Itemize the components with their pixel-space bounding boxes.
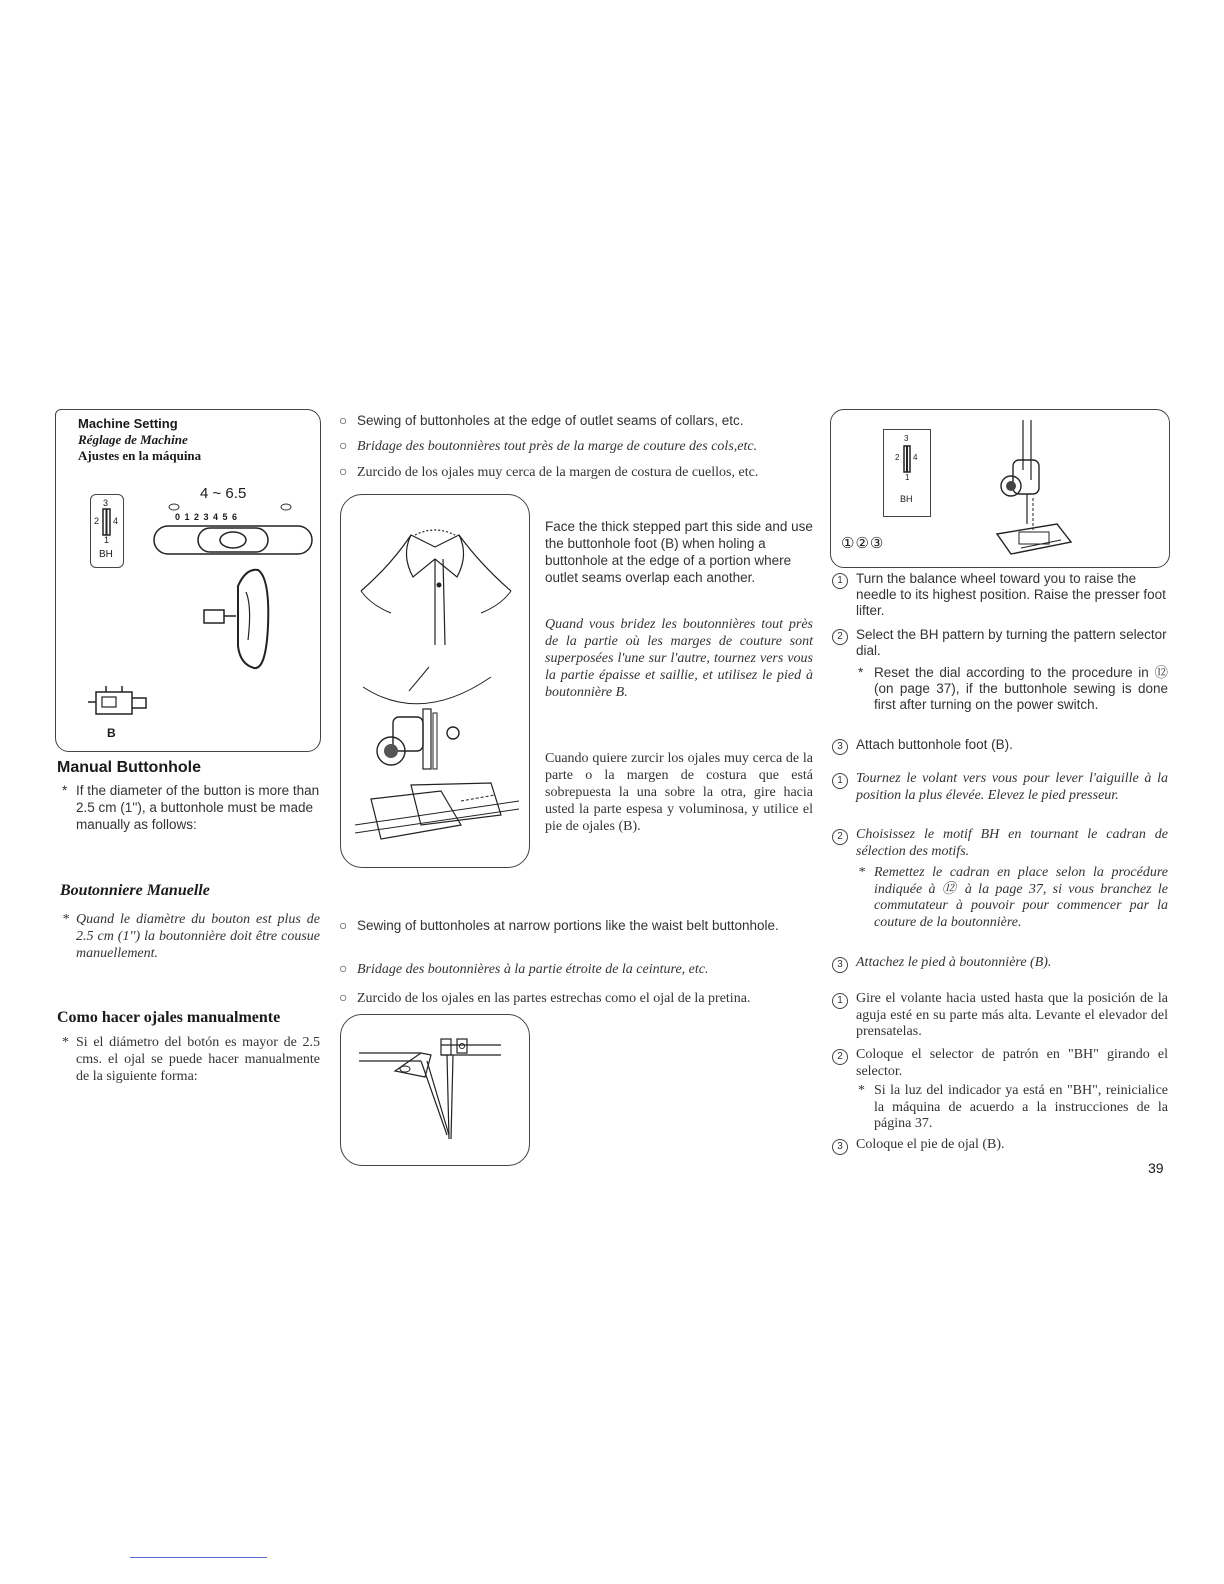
waistbelt-sewing-illustration (341, 1015, 529, 1165)
setting-title-fr: Réglage de Machine (78, 432, 188, 447)
bullet1-es: ○ Zurcido de los ojales muy cerca de la margen de costura de cuellos, etc. (339, 465, 759, 480)
figure-step-numbers: ①②③ (841, 535, 885, 552)
right-dial-4: 4 (913, 453, 918, 462)
step-en-1: 1 Turn the balance wheel toward you to raise the needle to its highest position. Raise the presser foot lifter. (832, 571, 1168, 619)
stitch-scale: 0 1 2 3 4 5 6 (175, 512, 239, 522)
text-fr: * Quand le diamètre du bouton est plus de 2.5 cm (1'') la boutonnière doit être cousue manuellement. (62, 912, 320, 961)
right-dial-2: 2 (895, 453, 900, 462)
heading-fr: Boutonniere Manuelle (60, 882, 210, 899)
step-es-note: * Si la luz del indicador ya está en "BH", reinicialice la máquina de acuerdo a la instrucciones de la página 37. (858, 1083, 1168, 1131)
right-dial-1: 1 (905, 473, 910, 482)
stitch-length: 4 ~ 6.5 (200, 485, 247, 502)
step-en-2: 2 Select the BH pattern by turning the pattern selector dial. (832, 627, 1168, 659)
text-en: * If the diameter of the button is more than 2.5 cm (1''), a buttonhole must be made manually as follows: (62, 783, 320, 832)
dial-bh: BH (99, 549, 113, 560)
text-fr-body: Quand le diamètre du bouton est plus de 2.5 cm (1'') la boutonnière doit être cousue manuellement. (76, 912, 320, 961)
step-es-1: 1 Gire el volante hacia usted hasta que la posición de la aguja esté en su parte más alta. Levante el elevador del prensatelas. (832, 991, 1168, 1041)
step-es-2: 2 Coloque el selector de patrón en "BH" girando el selector. (832, 1047, 1168, 1080)
right-pattern-dial (883, 429, 931, 517)
bullet1-fr-text: Bridage des boutonnières tout près de la marge de couture des cols,etc. (357, 439, 758, 454)
right-dial-bh: BH (900, 494, 913, 504)
machine-setting-box (55, 409, 321, 752)
bullet2-en: ○ Sewing of buttonholes at narrow portions like the waist belt buttonhole. (339, 918, 779, 933)
footer-rule (130, 1557, 267, 1558)
step-fr-1: 1 Tournez le volant vers vous pour lever l'aiguille à la position la plus élevée. Elevez le pied presseur. (832, 771, 1168, 804)
presser-foot-illustration (971, 420, 1091, 560)
bullet2-fr: ○ Bridage des boutonnières à la partie étroite de la ceinture, etc. (339, 962, 709, 977)
dial-num-4: 4 (113, 516, 119, 526)
dial-num-3: 3 (103, 498, 109, 508)
pattern-dial (90, 494, 124, 568)
text-es: * Si el diámetro del botón es mayor de 2.5 cms. el ojal se puede hacer manualmente de la siguiente forma: (62, 1035, 320, 1084)
foot-label: B (107, 726, 116, 740)
right-figure-box (830, 409, 1170, 568)
heading-es: Como hacer ojales manualmente (57, 1009, 281, 1026)
page-number: 39 (1148, 1160, 1164, 1176)
bullet1-fr: ○ Bridage des boutonnières tout près de la marge de couture des cols,etc. (339, 439, 758, 454)
text-en-body: If the diameter of the button is more than 2.5 cm (1''), a buttonhole must be made manually as follows: (76, 783, 320, 832)
bullet2-fr-text: Bridage des boutonnières à la partie étroite de la ceinture, etc. (357, 962, 709, 977)
buttonhole-foot-b-icon (86, 686, 156, 722)
bullet1-en: ○ Sewing of buttonholes at the edge of outlet seams of collars, etc. (339, 413, 744, 428)
heading-en: Manual Buttonhole (57, 759, 201, 776)
step-fr-3: 3 Attachez le pied à boutonnière (B). (832, 955, 1168, 972)
para-fr: Quand vous bridez les boutonnières tout près de la partie où les marges de couture sont superposées l'une sur l'autre, tournez vers vous la partie épaisse et saillie, et utilisez le pied à boutonnière B. (545, 617, 813, 700)
step-es-3: 3 Coloque el pie de ojal (B). (832, 1137, 1168, 1154)
step-en-note: * Reset the dial according to the procedure in ⑫ (on page 37), if the buttonhole sewing is done first after turning on the power switch. (858, 665, 1168, 712)
collar-sewing-illustration (341, 495, 529, 867)
setting-title-en: Machine Setting (78, 416, 178, 431)
bullet1-en-text: Sewing of buttonholes at the edge of outlet seams of collars, etc. (357, 413, 744, 428)
step-en-3: 3 Attach buttonhole foot (B). (832, 737, 1168, 753)
right-dial-3: 3 (904, 434, 909, 443)
dial-num-1: 1 (104, 535, 110, 545)
side-knob-icon (196, 566, 286, 676)
step-fr-note: * Remettez le cadran en place selon la procédure indiquée à ⑫ à la page 37, si vous branchez le commutateur à pouvoir pour commencer par la couture de la boutonnière. (858, 865, 1168, 930)
step-fr-2: 2 Choisissez le motif BH en tournant le cadran de sélection des motifs. (832, 827, 1168, 860)
bullet2-es-text: Zurcido de los ojales en las partes estrechas como el ojal de la pretina. (357, 991, 751, 1006)
bullet2-es: ○ Zurcido de los ojales en las partes estrechas como el ojal de la pretina. (339, 991, 751, 1006)
text-es-body: Si el diámetro del botón es mayor de 2.5 cms. el ojal se puede hacer manualmente de la siguiente forma: (76, 1035, 320, 1084)
dial-num-2: 2 (94, 516, 100, 526)
collar-figure (340, 494, 530, 868)
para-es: Cuando quiere zurcir los ojales muy cerca de la parte o la margen de costura que está sobrepuesta la una sobre la otra, gire hacia usted la parte espesa y voluminosa, y utilice el pie de ojales (B). (545, 751, 813, 834)
waistbelt-figure (340, 1014, 530, 1166)
bullet2-en-text: Sewing of buttonholes at narrow portions like the waist belt buttonhole. (357, 918, 779, 933)
bullet1-es-text: Zurcido de los ojales muy cerca de la margen de costura de cuellos, etc. (357, 465, 759, 480)
para-en: Face the thick stepped part this side and use the buttonhole foot (B) when holing a buttonhole at the edge of a portion where outlet seams overlap each another. (545, 519, 813, 585)
setting-title-es: Ajustes en la máquina (78, 448, 202, 463)
